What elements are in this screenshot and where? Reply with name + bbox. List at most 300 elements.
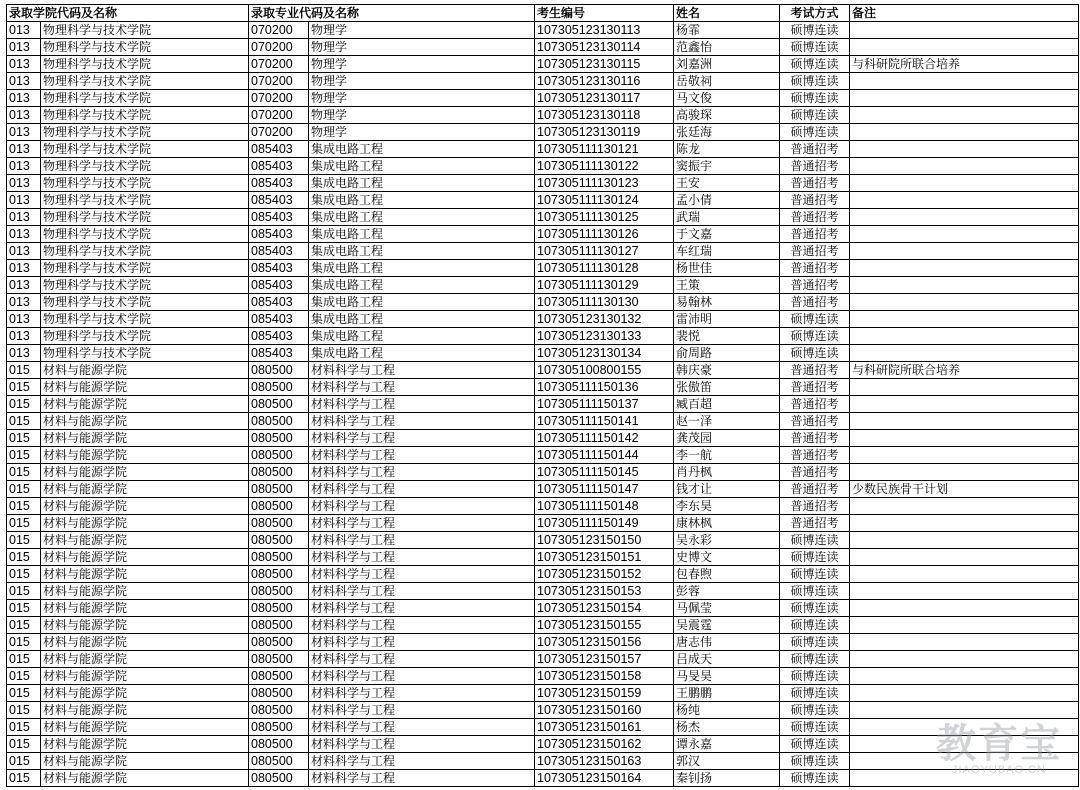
major-code-cell: 080500 (249, 481, 309, 498)
college-code-cell: 013 (7, 328, 41, 345)
student-name-cell: 秦钊扬 (674, 770, 780, 787)
table-row (7, 617, 1079, 634)
table-row (7, 498, 1079, 515)
table-row (7, 719, 1079, 736)
remark-cell (850, 770, 1079, 787)
college-name-cell: 材料与能源学院 (41, 651, 249, 668)
remark-cell (850, 430, 1079, 447)
exam-type-cell: 普通招考 (780, 294, 850, 311)
student-name-cell: 易翰林 (674, 294, 780, 311)
college-name-cell: 物理科学与技术学院 (41, 124, 249, 141)
exam-type-cell: 硕博连读 (780, 617, 850, 634)
student-name-cell: 张傲笛 (674, 379, 780, 396)
exam-id-cell: 107305111130123 (535, 175, 674, 192)
remark-cell (850, 532, 1079, 549)
exam-id-cell: 107305123130133 (535, 328, 674, 345)
college-code-cell: 013 (7, 209, 41, 226)
exam-type-cell: 普通招考 (780, 481, 850, 498)
student-name-cell: 彭蓉 (674, 583, 780, 600)
admission-list-sheet (6, 4, 1078, 787)
major-name-cell: 材料科学与工程 (309, 634, 535, 651)
remark-cell (850, 39, 1079, 56)
exam-id-cell: 107305111150142 (535, 430, 674, 447)
major-code-cell: 085403 (249, 158, 309, 175)
exam-type-cell: 普通招考 (780, 175, 850, 192)
watermark-text: 教育宝 (936, 721, 1062, 767)
major-name-cell: 物理学 (309, 73, 535, 90)
exam-id-cell: 107305111150136 (535, 379, 674, 396)
major-name-cell: 集成电路工程 (309, 311, 535, 328)
header-row (7, 5, 1079, 22)
student-name-cell: 岳敬祠 (674, 73, 780, 90)
college-name-cell: 物理科学与技术学院 (41, 39, 249, 56)
student-name-cell: 郭汉 (674, 753, 780, 770)
exam-type-cell: 普通招考 (780, 413, 850, 430)
remark-cell (850, 311, 1079, 328)
remark-cell (850, 719, 1079, 736)
major-name-cell: 集成电路工程 (309, 226, 535, 243)
exam-id-cell: 107305123150161 (535, 719, 674, 736)
table-row (7, 685, 1079, 702)
major-code-cell: 080500 (249, 447, 309, 464)
college-code-cell: 013 (7, 107, 41, 124)
exam-id-cell: 107305123150155 (535, 617, 674, 634)
college-code-cell: 015 (7, 396, 41, 413)
college-name-cell: 材料与能源学院 (41, 719, 249, 736)
remark-cell (850, 124, 1079, 141)
exam-id-cell: 107305111130121 (535, 141, 674, 158)
major-code-cell: 080500 (249, 515, 309, 532)
college-name-cell: 材料与能源学院 (41, 481, 249, 498)
college-name-cell: 物理科学与技术学院 (41, 107, 249, 124)
remark-cell (850, 566, 1079, 583)
college-name-cell: 物理科学与技术学院 (41, 73, 249, 90)
table-row (7, 124, 1079, 141)
exam-id-cell: 107305123150157 (535, 651, 674, 668)
remark-cell (850, 277, 1079, 294)
header-remark: 备注 (850, 5, 1079, 22)
table-row (7, 192, 1079, 209)
exam-type-cell: 硕博连读 (780, 311, 850, 328)
student-name-cell: 孟小倩 (674, 192, 780, 209)
college-code-cell: 015 (7, 600, 41, 617)
table-row (7, 736, 1079, 753)
remark-cell (850, 396, 1079, 413)
exam-type-cell: 硕博连读 (780, 22, 850, 39)
header-college: 录取学院代码及名称 (7, 5, 249, 22)
exam-type-cell: 普通招考 (780, 277, 850, 294)
college-code-cell: 015 (7, 532, 41, 549)
major-code-cell: 080500 (249, 770, 309, 787)
college-code-cell: 013 (7, 226, 41, 243)
college-name-cell: 物理科学与技术学院 (41, 175, 249, 192)
major-code-cell: 085403 (249, 192, 309, 209)
college-name-cell: 材料与能源学院 (41, 566, 249, 583)
college-name-cell: 物理科学与技术学院 (41, 311, 249, 328)
college-name-cell: 材料与能源学院 (41, 464, 249, 481)
exam-id-cell: 107305111150148 (535, 498, 674, 515)
exam-id-cell: 107305123150162 (535, 736, 674, 753)
major-code-cell: 080500 (249, 719, 309, 736)
college-code-cell: 013 (7, 141, 41, 158)
exam-id-cell: 107305123150151 (535, 549, 674, 566)
college-code-cell: 013 (7, 39, 41, 56)
table-row (7, 22, 1079, 39)
major-name-cell: 材料科学与工程 (309, 770, 535, 787)
major-code-cell: 080500 (249, 702, 309, 719)
exam-type-cell: 硕博连读 (780, 107, 850, 124)
exam-type-cell: 硕博连读 (780, 39, 850, 56)
table-row (7, 209, 1079, 226)
college-code-cell: 015 (7, 651, 41, 668)
college-code-cell: 015 (7, 379, 41, 396)
exam-id-cell: 107305123150152 (535, 566, 674, 583)
major-code-cell: 070200 (249, 90, 309, 107)
remark-cell (850, 22, 1079, 39)
exam-id-cell: 107305123130115 (535, 56, 674, 73)
major-code-cell: 080500 (249, 532, 309, 549)
major-code-cell: 080500 (249, 549, 309, 566)
exam-type-cell: 硕博连读 (780, 345, 850, 362)
exam-id-cell: 107305111130122 (535, 158, 674, 175)
remark-cell (850, 73, 1079, 90)
college-name-cell: 材料与能源学院 (41, 617, 249, 634)
major-name-cell: 材料科学与工程 (309, 447, 535, 464)
header-exam-id: 考生编号 (535, 5, 674, 22)
watermark-subtext: JIAOYUBAO.CN (952, 764, 1046, 776)
remark-cell (850, 464, 1079, 481)
student-name-cell: 王策 (674, 277, 780, 294)
table-row (7, 634, 1079, 651)
student-name-cell: 杨世佳 (674, 260, 780, 277)
college-name-cell: 物理科学与技术学院 (41, 345, 249, 362)
exam-type-cell: 硕博连读 (780, 702, 850, 719)
exam-type-cell: 普通招考 (780, 260, 850, 277)
college-code-cell: 013 (7, 124, 41, 141)
major-code-cell: 085403 (249, 226, 309, 243)
table-row (7, 158, 1079, 175)
college-code-cell: 013 (7, 90, 41, 107)
major-name-cell: 物理学 (309, 90, 535, 107)
major-code-cell: 080500 (249, 413, 309, 430)
student-name-cell: 吴永彩 (674, 532, 780, 549)
remark-cell (850, 107, 1079, 124)
exam-id-cell: 107305123150158 (535, 668, 674, 685)
college-code-cell: 015 (7, 668, 41, 685)
exam-type-cell: 硕博连读 (780, 73, 850, 90)
student-name-cell: 唐志伟 (674, 634, 780, 651)
remark-cell (850, 515, 1079, 532)
exam-id-cell: 107305123150159 (535, 685, 674, 702)
major-name-cell: 材料科学与工程 (309, 464, 535, 481)
college-name-cell: 材料与能源学院 (41, 498, 249, 515)
table-row (7, 90, 1079, 107)
exam-type-cell: 普通招考 (780, 379, 850, 396)
college-name-cell: 物理科学与技术学院 (41, 260, 249, 277)
remark-cell (850, 736, 1079, 753)
major-code-cell: 085403 (249, 277, 309, 294)
student-name-cell: 裴悦 (674, 328, 780, 345)
student-name-cell: 高骏琛 (674, 107, 780, 124)
exam-type-cell: 硕博连读 (780, 328, 850, 345)
exam-id-cell: 107305123130118 (535, 107, 674, 124)
exam-type-cell: 硕博连读 (780, 719, 850, 736)
college-name-cell: 材料与能源学院 (41, 668, 249, 685)
table-row (7, 753, 1079, 770)
exam-type-cell: 普通招考 (780, 192, 850, 209)
student-name-cell: 包春煦 (674, 566, 780, 583)
student-name-cell: 张廷海 (674, 124, 780, 141)
exam-type-cell: 普通招考 (780, 158, 850, 175)
major-code-cell: 080500 (249, 600, 309, 617)
student-name-cell: 窦振宇 (674, 158, 780, 175)
student-name-cell: 杨霏 (674, 22, 780, 39)
major-name-cell: 材料科学与工程 (309, 685, 535, 702)
exam-type-cell: 普通招考 (780, 362, 850, 379)
exam-id-cell: 107305123130116 (535, 73, 674, 90)
major-code-cell: 080500 (249, 464, 309, 481)
remark-cell (850, 702, 1079, 719)
college-name-cell: 材料与能源学院 (41, 736, 249, 753)
exam-id-cell: 107305123150150 (535, 532, 674, 549)
major-name-cell: 材料科学与工程 (309, 753, 535, 770)
major-code-cell: 080500 (249, 583, 309, 600)
exam-type-cell: 普通招考 (780, 243, 850, 260)
major-code-cell: 080500 (249, 396, 309, 413)
remark-cell (850, 413, 1079, 430)
major-name-cell: 材料科学与工程 (309, 702, 535, 719)
major-name-cell: 物理学 (309, 39, 535, 56)
table-row (7, 328, 1079, 345)
major-name-cell: 材料科学与工程 (309, 651, 535, 668)
table-row (7, 277, 1079, 294)
exam-id-cell: 107305111150149 (535, 515, 674, 532)
college-code-cell: 015 (7, 498, 41, 515)
exam-type-cell: 硕博连读 (780, 770, 850, 787)
college-code-cell: 013 (7, 22, 41, 39)
college-name-cell: 材料与能源学院 (41, 753, 249, 770)
college-name-cell: 物理科学与技术学院 (41, 90, 249, 107)
college-name-cell: 材料与能源学院 (41, 583, 249, 600)
student-name-cell: 李东昊 (674, 498, 780, 515)
college-code-cell: 015 (7, 515, 41, 532)
student-name-cell: 王安 (674, 175, 780, 192)
major-name-cell: 集成电路工程 (309, 175, 535, 192)
major-code-cell: 080500 (249, 685, 309, 702)
major-code-cell: 080500 (249, 617, 309, 634)
major-code-cell: 070200 (249, 124, 309, 141)
major-code-cell: 070200 (249, 22, 309, 39)
exam-type-cell: 普通招考 (780, 515, 850, 532)
remark-cell (850, 175, 1079, 192)
college-code-cell: 015 (7, 464, 41, 481)
major-name-cell: 集成电路工程 (309, 209, 535, 226)
remark-cell: 少数民族骨干计划 (850, 481, 1079, 498)
college-code-cell: 015 (7, 634, 41, 651)
major-code-cell: 085403 (249, 141, 309, 158)
major-code-cell: 080500 (249, 430, 309, 447)
table-row (7, 600, 1079, 617)
header-exam-type: 考试方式 (780, 5, 850, 22)
exam-id-cell: 107305123150153 (535, 583, 674, 600)
table-row (7, 583, 1079, 600)
college-name-cell: 材料与能源学院 (41, 396, 249, 413)
exam-type-cell: 硕博连读 (780, 651, 850, 668)
college-name-cell: 材料与能源学院 (41, 532, 249, 549)
exam-id-cell: 107305111150144 (535, 447, 674, 464)
table-row (7, 107, 1079, 124)
college-name-cell: 材料与能源学院 (41, 702, 249, 719)
major-name-cell: 材料科学与工程 (309, 362, 535, 379)
exam-id-cell: 107305123130117 (535, 90, 674, 107)
college-name-cell: 物理科学与技术学院 (41, 192, 249, 209)
college-code-cell: 013 (7, 243, 41, 260)
student-name-cell: 康林枫 (674, 515, 780, 532)
exam-id-cell: 107305111130125 (535, 209, 674, 226)
remark-cell (850, 294, 1079, 311)
student-name-cell: 臧百超 (674, 396, 780, 413)
major-code-cell: 085403 (249, 345, 309, 362)
exam-id-cell: 107305123130113 (535, 22, 674, 39)
exam-type-cell: 普通招考 (780, 141, 850, 158)
exam-id-cell: 107305100800155 (535, 362, 674, 379)
exam-type-cell: 硕博连读 (780, 549, 850, 566)
table-row (7, 447, 1079, 464)
remark-cell (850, 260, 1079, 277)
college-code-cell: 015 (7, 719, 41, 736)
major-name-cell: 集成电路工程 (309, 345, 535, 362)
exam-id-cell: 107305123150163 (535, 753, 674, 770)
college-name-cell: 材料与能源学院 (41, 413, 249, 430)
college-code-cell: 013 (7, 158, 41, 175)
major-name-cell: 集成电路工程 (309, 141, 535, 158)
remark-cell (850, 634, 1079, 651)
major-code-cell: 070200 (249, 56, 309, 73)
major-code-cell: 085403 (249, 260, 309, 277)
table-row (7, 464, 1079, 481)
remark-cell: 与科研院所联合培养 (850, 362, 1079, 379)
college-code-cell: 015 (7, 753, 41, 770)
college-name-cell: 物理科学与技术学院 (41, 56, 249, 73)
exam-type-cell: 硕博连读 (780, 753, 850, 770)
student-name-cell: 马佩莹 (674, 600, 780, 617)
table-row (7, 294, 1079, 311)
college-name-cell: 材料与能源学院 (41, 447, 249, 464)
college-code-cell: 015 (7, 447, 41, 464)
college-code-cell: 015 (7, 566, 41, 583)
table-row (7, 175, 1079, 192)
college-code-cell: 015 (7, 362, 41, 379)
major-name-cell: 集成电路工程 (309, 294, 535, 311)
major-name-cell: 材料科学与工程 (309, 481, 535, 498)
exam-id-cell: 107305111130129 (535, 277, 674, 294)
exam-type-cell: 普通招考 (780, 464, 850, 481)
table-row (7, 532, 1079, 549)
table-row (7, 141, 1079, 158)
major-name-cell: 集成电路工程 (309, 277, 535, 294)
table-row (7, 396, 1079, 413)
major-name-cell: 材料科学与工程 (309, 549, 535, 566)
table-row (7, 668, 1079, 685)
remark-cell (850, 498, 1079, 515)
exam-id-cell: 107305123130132 (535, 311, 674, 328)
admission-table (6, 4, 1079, 787)
college-name-cell: 物理科学与技术学院 (41, 328, 249, 345)
major-name-cell: 材料科学与工程 (309, 396, 535, 413)
college-code-cell: 015 (7, 430, 41, 447)
college-name-cell: 物理科学与技术学院 (41, 158, 249, 175)
college-code-cell: 013 (7, 294, 41, 311)
major-code-cell: 070200 (249, 73, 309, 90)
major-code-cell: 085403 (249, 209, 309, 226)
college-code-cell: 015 (7, 617, 41, 634)
table-row (7, 549, 1079, 566)
major-code-cell: 080500 (249, 498, 309, 515)
remark-cell (850, 600, 1079, 617)
major-name-cell: 材料科学与工程 (309, 566, 535, 583)
table-row (7, 566, 1079, 583)
student-name-cell: 韩庆豪 (674, 362, 780, 379)
major-code-cell: 085403 (249, 175, 309, 192)
college-name-cell: 材料与能源学院 (41, 362, 249, 379)
student-name-cell: 肖丹枫 (674, 464, 780, 481)
remark-cell (850, 447, 1079, 464)
college-code-cell: 015 (7, 583, 41, 600)
remark-cell (850, 192, 1079, 209)
exam-id-cell: 107305111150145 (535, 464, 674, 481)
table-row (7, 243, 1079, 260)
college-code-cell: 013 (7, 345, 41, 362)
college-code-cell: 015 (7, 685, 41, 702)
remark-cell (850, 158, 1079, 175)
college-name-cell: 物理科学与技术学院 (41, 22, 249, 39)
remark-cell: 与科研院所联合培养 (850, 56, 1079, 73)
major-name-cell: 材料科学与工程 (309, 430, 535, 447)
student-name-cell: 武瑞 (674, 209, 780, 226)
exam-id-cell: 107305123150160 (535, 702, 674, 719)
exam-type-cell: 硕博连读 (780, 532, 850, 549)
student-name-cell: 吴震霆 (674, 617, 780, 634)
college-code-cell: 013 (7, 73, 41, 90)
exam-type-cell: 普通招考 (780, 396, 850, 413)
student-name-cell: 车红瑞 (674, 243, 780, 260)
exam-id-cell: 107305123130119 (535, 124, 674, 141)
table-row (7, 345, 1079, 362)
student-name-cell: 杨纯 (674, 702, 780, 719)
header-name: 姓名 (674, 5, 780, 22)
major-name-cell: 材料科学与工程 (309, 515, 535, 532)
college-name-cell: 材料与能源学院 (41, 515, 249, 532)
remark-cell (850, 549, 1079, 566)
college-name-cell: 物理科学与技术学院 (41, 277, 249, 294)
remark-cell (850, 583, 1079, 600)
student-name-cell: 于文嘉 (674, 226, 780, 243)
major-name-cell: 材料科学与工程 (309, 600, 535, 617)
exam-type-cell: 硕博连读 (780, 634, 850, 651)
table-row (7, 651, 1079, 668)
table-row (7, 260, 1079, 277)
major-name-cell: 集成电路工程 (309, 243, 535, 260)
college-name-cell: 材料与能源学院 (41, 600, 249, 617)
student-name-cell: 杨杰 (674, 719, 780, 736)
remark-cell (850, 617, 1079, 634)
major-name-cell: 材料科学与工程 (309, 719, 535, 736)
remark-cell (850, 651, 1079, 668)
table-row (7, 56, 1079, 73)
major-name-cell: 集成电路工程 (309, 192, 535, 209)
exam-type-cell: 硕博连读 (780, 685, 850, 702)
major-code-cell: 085403 (249, 243, 309, 260)
